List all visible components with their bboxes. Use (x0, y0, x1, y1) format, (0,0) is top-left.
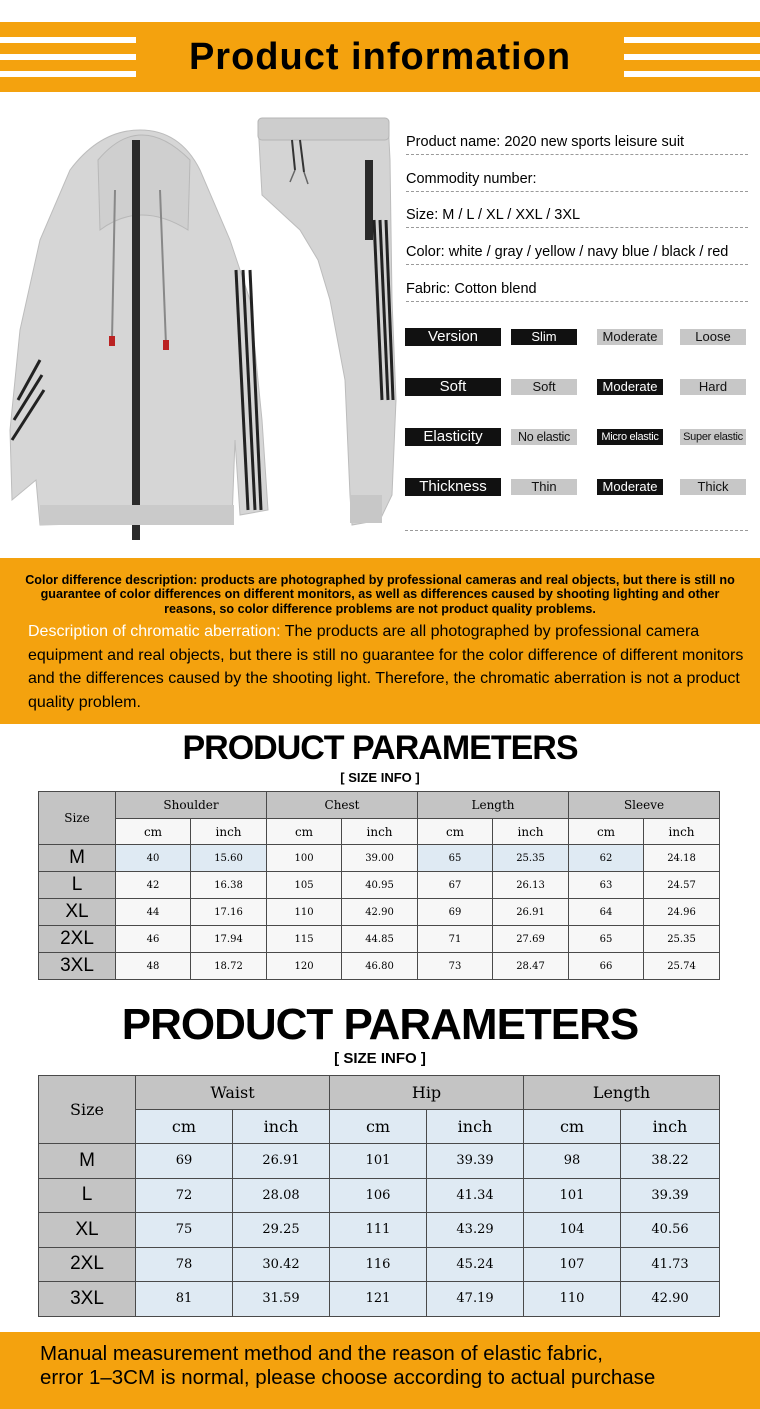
row-size: 2XL (39, 1247, 136, 1282)
info-fabric: Fabric: Cotton blend (406, 281, 748, 302)
table-cell: 26.13 (493, 872, 569, 899)
table-cell: 44.85 (342, 926, 418, 953)
table-cell: 115 (267, 926, 342, 953)
group-header: Chest (267, 792, 418, 819)
product-photo (0, 100, 400, 550)
table-cell: 17.16 (191, 899, 267, 926)
unit-header: cm (136, 1110, 233, 1144)
unit-header: cm (267, 819, 342, 845)
unit-header: cm (569, 819, 644, 845)
table-cell: 110 (524, 1282, 621, 1317)
hoodie-image (10, 130, 268, 540)
color-note-banner (0, 558, 760, 724)
attribute-option: Super elastic (680, 429, 746, 445)
top-size-table (38, 791, 720, 980)
table-cell: 110 (267, 899, 342, 926)
attribute-divider (405, 530, 748, 531)
table-cell: 40.56 (621, 1213, 720, 1248)
table-cell: 28.08 (233, 1178, 330, 1213)
table-cell: 81 (136, 1282, 233, 1317)
table-cell: 46 (116, 926, 191, 953)
table-cell: 18.72 (191, 953, 267, 980)
attribute-option: Moderate (597, 329, 663, 345)
table-row (39, 845, 720, 872)
table-cell: 44 (116, 899, 191, 926)
table-cell: 43.29 (427, 1213, 524, 1248)
table-cell: 64 (569, 899, 644, 926)
attribute-option: Hard (680, 379, 746, 395)
table-cell: 71 (418, 926, 493, 953)
top-params-title: PRODUCT PARAMETERS (182, 729, 578, 767)
table-cell: 72 (136, 1178, 233, 1213)
unit-header: inch (342, 819, 418, 845)
table-cell: 25.35 (493, 845, 569, 872)
table-cell: 116 (330, 1247, 427, 1282)
attribute-option: Loose (680, 329, 746, 345)
table-cell: 39.39 (621, 1178, 720, 1213)
table-cell: 100 (267, 845, 342, 872)
table-cell: 104 (524, 1213, 621, 1248)
color-note-summary: Color difference description: products are photographed by professional cameras and real objects, but there is still no guarantee of color differences on different monitors, as well as differences caused by shooting lighting and other reasons, so color difference problems are not product quality problems. (25, 573, 735, 616)
table-cell: 16.38 (191, 872, 267, 899)
table-row (39, 926, 720, 953)
table-cell: 46.80 (342, 953, 418, 980)
group-header: Length (418, 792, 569, 819)
table-cell: 75 (136, 1213, 233, 1248)
table-cell: 30.42 (233, 1247, 330, 1282)
bottom-params-title: PRODUCT PARAMETERS (121, 1000, 639, 1049)
attribute-option: Thick (680, 479, 746, 495)
info-product-name: Product name: 2020 new sports leisure suit (406, 134, 748, 155)
bottom-params-subtitle: [ SIZE INFO ] (334, 1050, 426, 1067)
attribute-version (405, 328, 750, 348)
row-size: XL (39, 1213, 136, 1248)
table-cell: 25.74 (644, 953, 720, 980)
color-note-body: The products are all photographed by professional camera equipment and real objects, but there is still no guarantee for the color difference of different monitors and the differences caused by the shooting light. Therefore, the chromatic aberration is not a product quality problem. (28, 623, 744, 711)
table-cell: 26.91 (493, 899, 569, 926)
unit-header: inch (427, 1110, 524, 1144)
table-cell: 31.59 (233, 1282, 330, 1317)
attribute-label: Version (405, 328, 501, 346)
unit-header: cm (116, 819, 191, 845)
table-cell: 40.95 (342, 872, 418, 899)
row-size: L (39, 1178, 136, 1213)
group-header: Hip (330, 1076, 524, 1110)
row-size: M (39, 1144, 136, 1179)
table-cell: 39.39 (427, 1144, 524, 1179)
unit-header: cm (524, 1110, 621, 1144)
group-header: Shoulder (116, 792, 267, 819)
row-size: 3XL (39, 1282, 136, 1317)
table-row (39, 1213, 720, 1248)
table-cell: 26.91 (233, 1144, 330, 1179)
table-cell: 65 (569, 926, 644, 953)
unit-header: inch (621, 1110, 720, 1144)
table-cell: 105 (267, 872, 342, 899)
attribute-option: Soft (511, 379, 577, 395)
table-row (39, 1282, 720, 1317)
table-cell: 17.94 (191, 926, 267, 953)
unit-header: inch (644, 819, 720, 845)
table-cell: 69 (136, 1144, 233, 1179)
attribute-option: Thin (511, 479, 577, 495)
table-cell: 39.00 (342, 845, 418, 872)
attribute-option: No elastic (511, 429, 577, 445)
attribute-option-selected: Slim (511, 329, 577, 345)
footer-line: error 1–3CM is normal, please choose according to actual purchase (40, 1366, 656, 1389)
table-cell: 62 (569, 845, 644, 872)
attribute-label: Soft (405, 378, 501, 396)
table-cell: 42.90 (342, 899, 418, 926)
table-row (39, 1247, 720, 1282)
table-cell: 15.60 (191, 845, 267, 872)
page-title: Product information (188, 36, 572, 78)
table-cell: 107 (524, 1247, 621, 1282)
table-row (39, 872, 720, 899)
info-color: Color: white / gray / yellow / navy blue / black / red (406, 244, 748, 265)
row-size: L (39, 872, 116, 899)
attribute-elasticity (405, 428, 750, 448)
row-size: 3XL (39, 953, 116, 980)
attribute-option-selected: Moderate (597, 379, 663, 395)
attribute-label: Thickness (405, 478, 501, 496)
table-cell: 28.47 (493, 953, 569, 980)
info-size: Size: M / L / XL / XXL / 3XL (406, 207, 748, 228)
group-header: Sleeve (569, 792, 720, 819)
table-cell: 40 (116, 845, 191, 872)
attribute-soft (405, 378, 750, 398)
table-row (39, 1178, 720, 1213)
table-cell: 106 (330, 1178, 427, 1213)
table-row (39, 953, 720, 980)
group-header: Waist (136, 1076, 330, 1110)
table-cell: 42 (116, 872, 191, 899)
table-cell: 63 (569, 872, 644, 899)
table-cell: 73 (418, 953, 493, 980)
pants-image (258, 118, 396, 525)
unit-header: inch (493, 819, 569, 845)
table-cell: 65 (418, 845, 493, 872)
unit-header: inch (191, 819, 267, 845)
header-banner (0, 22, 760, 92)
table-cell: 101 (330, 1144, 427, 1179)
attribute-option-selected: Micro elastic (597, 429, 663, 445)
table-cell: 111 (330, 1213, 427, 1248)
size-header: Size (39, 1076, 136, 1144)
table-cell: 66 (569, 953, 644, 980)
row-size: M (39, 845, 116, 872)
info-commodity-number: Commodity number: (406, 171, 748, 192)
footer-banner (0, 1332, 760, 1409)
row-size: 2XL (39, 926, 116, 953)
table-cell: 29.25 (233, 1213, 330, 1248)
table-cell: 25.35 (644, 926, 720, 953)
color-note-lead: Description of chromatic aberration: (28, 623, 281, 640)
table-cell: 78 (136, 1247, 233, 1282)
attribute-option-selected: Moderate (597, 479, 663, 495)
footer-line: Manual measurement method and the reason of elastic fabric, (40, 1342, 603, 1365)
table-cell: 101 (524, 1178, 621, 1213)
table-cell: 67 (418, 872, 493, 899)
size-header: Size (39, 792, 116, 845)
table-cell: 121 (330, 1282, 427, 1317)
table-cell: 45.24 (427, 1247, 524, 1282)
unit-header: cm (418, 819, 493, 845)
table-cell: 24.18 (644, 845, 720, 872)
table-cell: 24.57 (644, 872, 720, 899)
row-size: XL (39, 899, 116, 926)
attribute-label: Elasticity (405, 428, 501, 446)
group-header: Length (524, 1076, 720, 1110)
table-cell: 41.34 (427, 1178, 524, 1213)
table-cell: 27.69 (493, 926, 569, 953)
table-cell: 120 (267, 953, 342, 980)
footer-note (40, 1342, 655, 1390)
table-cell: 24.96 (644, 899, 720, 926)
table-cell: 42.90 (621, 1282, 720, 1317)
table-cell: 47.19 (427, 1282, 524, 1317)
color-note-description (28, 620, 752, 714)
table-cell: 38.22 (621, 1144, 720, 1179)
table-cell: 41.73 (621, 1247, 720, 1282)
table-row (39, 899, 720, 926)
top-params-subtitle: [ SIZE INFO ] (340, 770, 420, 785)
table-cell: 48 (116, 953, 191, 980)
bottom-size-table (38, 1075, 720, 1317)
table-cell: 69 (418, 899, 493, 926)
unit-header: inch (233, 1110, 330, 1144)
attribute-thickness (405, 478, 750, 498)
table-row (39, 1144, 720, 1179)
unit-header: cm (330, 1110, 427, 1144)
table-cell: 98 (524, 1144, 621, 1179)
